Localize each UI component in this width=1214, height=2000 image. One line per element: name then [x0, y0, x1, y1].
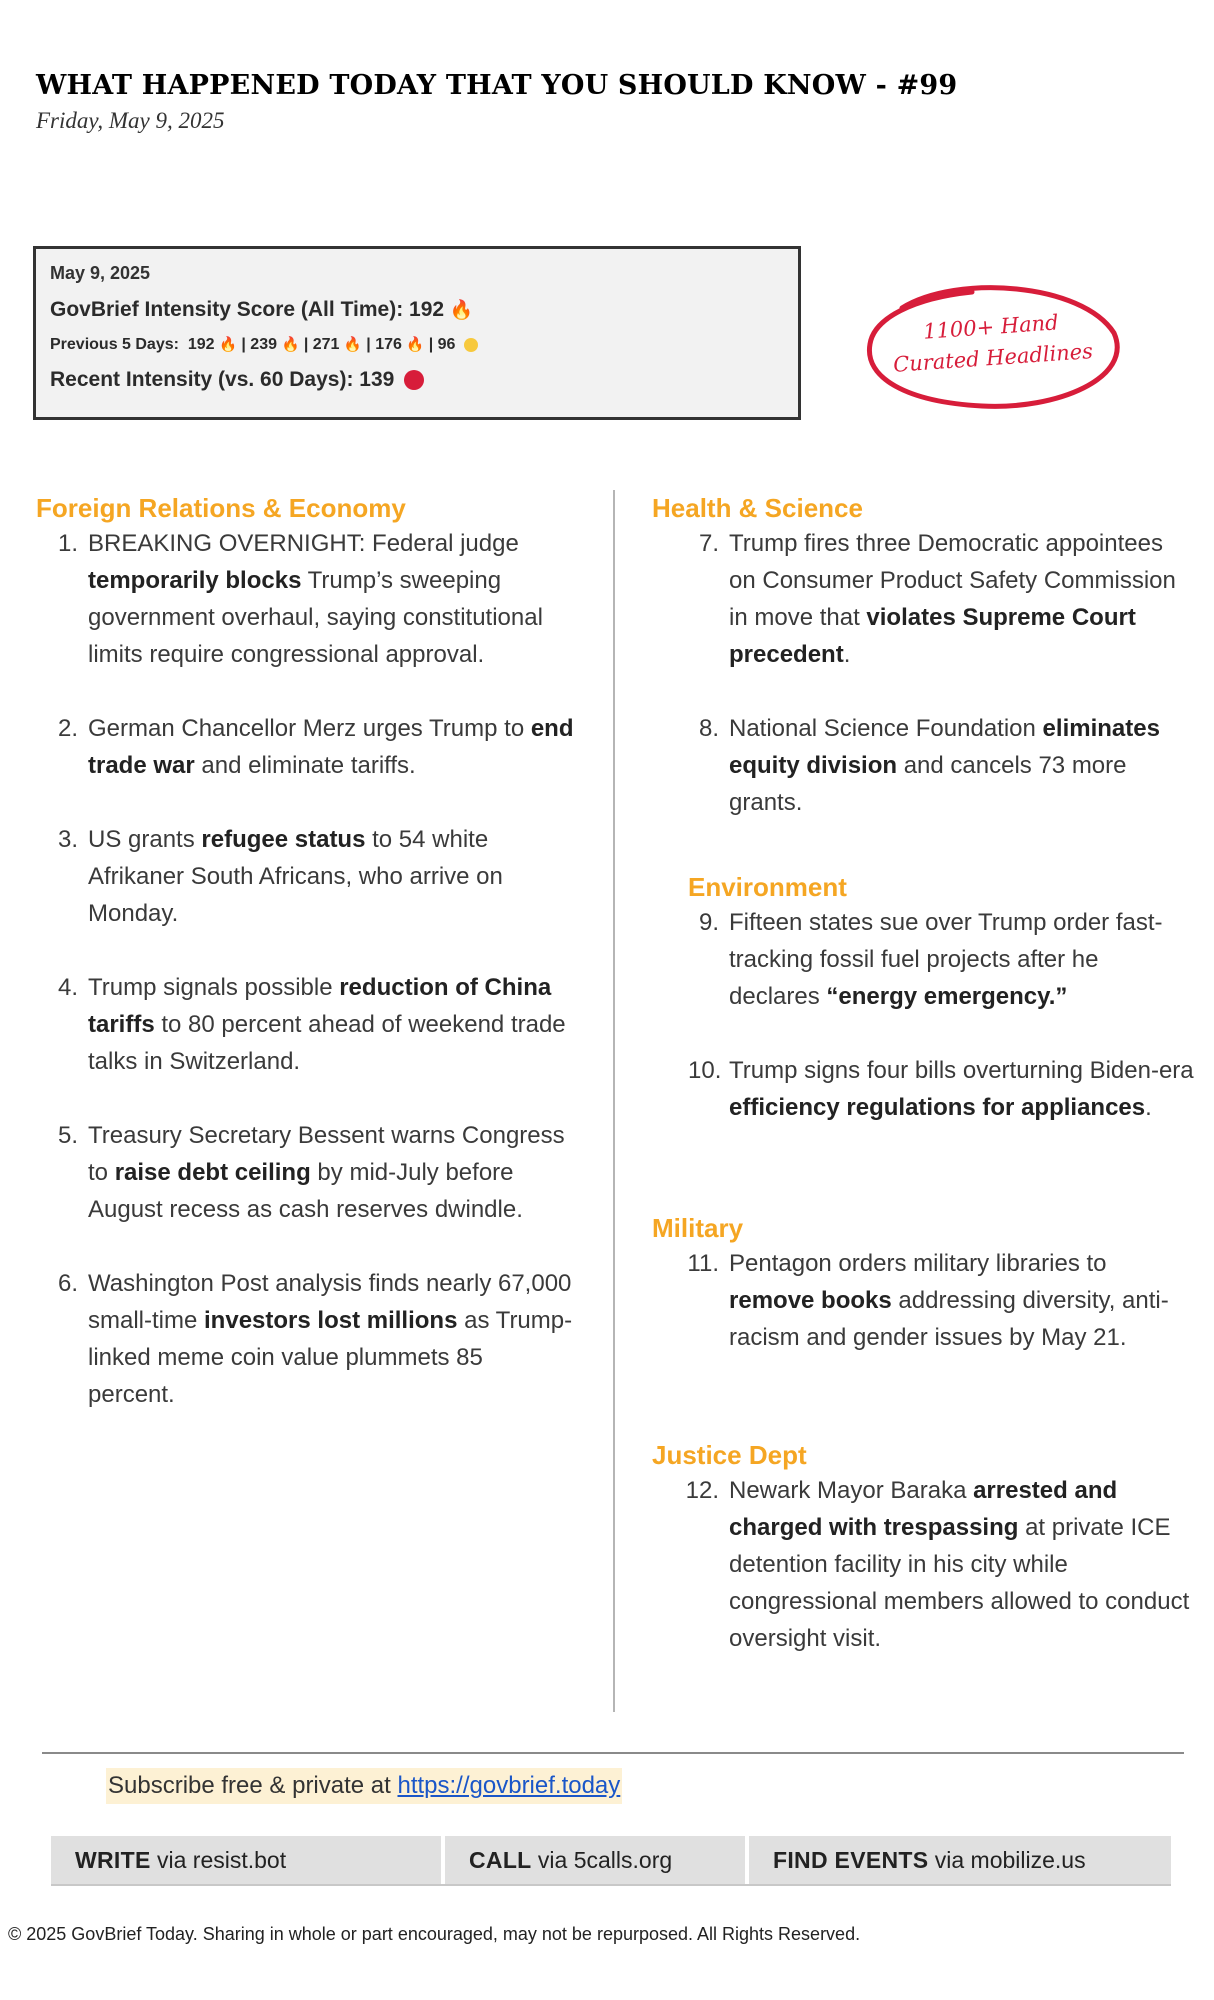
- all-time-score-label: GovBrief Intensity Score (All Time): 192: [50, 298, 445, 321]
- previous-days-label: Previous 5 Days:: [50, 336, 179, 353]
- headline-list: [688, 904, 1194, 1126]
- previous-days-scores: Previous 5 Days: 192 🔥 | 239 🔥 | 271 🔥 | 176 🔥 | 96: [50, 336, 784, 354]
- write-cta[interactable]: WRITE via resist.bot: [51, 1836, 441, 1884]
- right-column-health: [652, 493, 1194, 858]
- flame-icon: 🔥: [219, 337, 237, 353]
- copyright-footer: © 2025 GovBrief Today. Sharing in whole or part encouraged, may not be repurposed. All Rights Reserved.: [8, 1924, 861, 1944]
- yellow-dot-icon: [464, 338, 478, 352]
- headline-item: [36, 821, 576, 932]
- headline-list: [652, 1472, 1194, 1657]
- flame-icon: 🔥: [343, 337, 362, 353]
- item-text: Trump fires three Democratic appointees on Consumer Product Safety Commission in move that violates Supreme Court precedent.: [729, 530, 1176, 668]
- headline-item: [652, 1245, 1194, 1356]
- footer-rule: [42, 1752, 1184, 1754]
- subscribe-link[interactable]: https://govbrief.today: [397, 1772, 621, 1799]
- item-number: 2.: [57, 715, 78, 742]
- item-text: National Science Foundation eliminates equity division and cancels 73 more grants.: [729, 715, 1160, 816]
- page-title: WHAT HAPPENED TODAY THAT YOU SHOULD KNOW - #99: [36, 70, 958, 101]
- item-text: BREAKING OVERNIGHT: Federal judge temporarily blocks Trump’s sweeping government overhaul, saying constitutional limits require congressional approval.: [88, 530, 543, 668]
- stamp-line: 1100+ Hand: [922, 310, 1060, 344]
- item-number: 9.: [698, 909, 719, 936]
- item-text: Trump signals possible reduction of China tariffs to 80 percent ahead of weekend trade talks in Switzerland.: [88, 974, 566, 1075]
- all-time-score: [50, 298, 784, 322]
- action-bar: [51, 1836, 1171, 1886]
- item-number: 12.: [685, 1477, 719, 1504]
- item-number: 6.: [57, 1270, 78, 1297]
- headline-item: [688, 904, 1194, 1015]
- headline-item: [36, 1265, 576, 1413]
- section-heading: Health & Science: [652, 493, 863, 523]
- headline-list: [652, 1245, 1194, 1356]
- left-column: [36, 493, 576, 1450]
- call-cta[interactable]: CALL via 5calls.org: [445, 1836, 745, 1884]
- stamp-line: Curated Headlines: [892, 339, 1094, 377]
- item-text: German Chancellor Merz urges Trump to end trade war and eliminate tariffs.: [88, 715, 574, 779]
- subscribe-text: Subscribe free & private at: [108, 1772, 398, 1799]
- prev-score-value: 96: [437, 336, 456, 353]
- recent-intensity: [50, 368, 784, 392]
- item-text: Treasury Secretary Bessent warns Congress to raise debt ceiling by mid-July before August recess as cash reserves dwindle.: [88, 1122, 565, 1223]
- prev-score-value: 271: [312, 336, 340, 353]
- item-text: Pentagon orders military libraries to remove books addressing diversity, anti-racism and gender issues by May 21.: [729, 1250, 1169, 1351]
- score-date: May 9, 2025: [50, 263, 151, 283]
- flame-icon: 🔥: [449, 300, 474, 321]
- flame-icon: 🔥: [406, 337, 425, 353]
- item-text: Washington Post analysis finds nearly 67,000 small-time investors lost millions as Trump-linked meme coin value plummets 85 percent.: [88, 1270, 573, 1408]
- right-column-military: [652, 1213, 1194, 1393]
- item-number: 3.: [57, 826, 78, 853]
- find-events-cta[interactable]: FIND EVENTS via mobilize.us: [749, 1836, 1171, 1884]
- recent-intensity-label: Recent Intensity (vs. 60 Days): 139: [50, 368, 395, 391]
- headline-item: [36, 1117, 576, 1228]
- item-text: US grants refugee status to 54 white Afrikaner South Africans, who arrive on Monday.: [88, 826, 503, 927]
- headline-list: [36, 525, 576, 1413]
- headline-item: [36, 710, 576, 784]
- subscribe-banner: [106, 1768, 622, 1804]
- headline-item: [652, 1472, 1194, 1657]
- item-text: Trump signs four bills overturning Biden-era efficiency regulations for appliances.: [729, 1057, 1194, 1121]
- item-number: 7.: [698, 530, 719, 557]
- section-heading: Military: [652, 1213, 744, 1243]
- headline-list: [652, 525, 1194, 821]
- item-number: 1.: [57, 530, 78, 557]
- column-divider: [613, 490, 615, 1712]
- intensity-score-box: [33, 246, 801, 420]
- section-heading: Environment: [688, 872, 847, 902]
- prev-score-value: 176: [375, 336, 402, 353]
- headline-item: [36, 969, 576, 1080]
- issue-date: Friday, May 9, 2025: [36, 108, 225, 133]
- section-heading: Foreign Relations & Economy: [36, 493, 406, 523]
- item-number: 5.: [57, 1122, 78, 1149]
- headline-item: [688, 1052, 1194, 1126]
- right-column-environment: [688, 872, 1194, 1163]
- right-column-justice: [652, 1440, 1194, 1694]
- item-number: 8.: [698, 715, 719, 742]
- headline-item: [652, 710, 1194, 821]
- item-number: 4.: [57, 974, 78, 1001]
- red-dot-icon: [404, 370, 424, 390]
- prev-score-value: 239: [250, 336, 277, 353]
- headline-item: [36, 525, 576, 673]
- section-heading: Justice Dept: [652, 1440, 807, 1470]
- prev-score-value: 192: [187, 336, 215, 353]
- headline-item: [652, 525, 1194, 673]
- flame-icon: 🔥: [281, 337, 300, 353]
- item-number: 10.: [688, 1057, 722, 1084]
- item-text: Newark Mayor Baraka arrested and charged with trespassing at private ICE detention facility in his city while congressional members allowed to conduct oversight visit.: [729, 1477, 1190, 1652]
- item-number: 11.: [687, 1250, 719, 1277]
- item-text: Fifteen states sue over Trump order fast-tracking fossil fuel projects after he declares “energy emergency.”: [729, 909, 1163, 1010]
